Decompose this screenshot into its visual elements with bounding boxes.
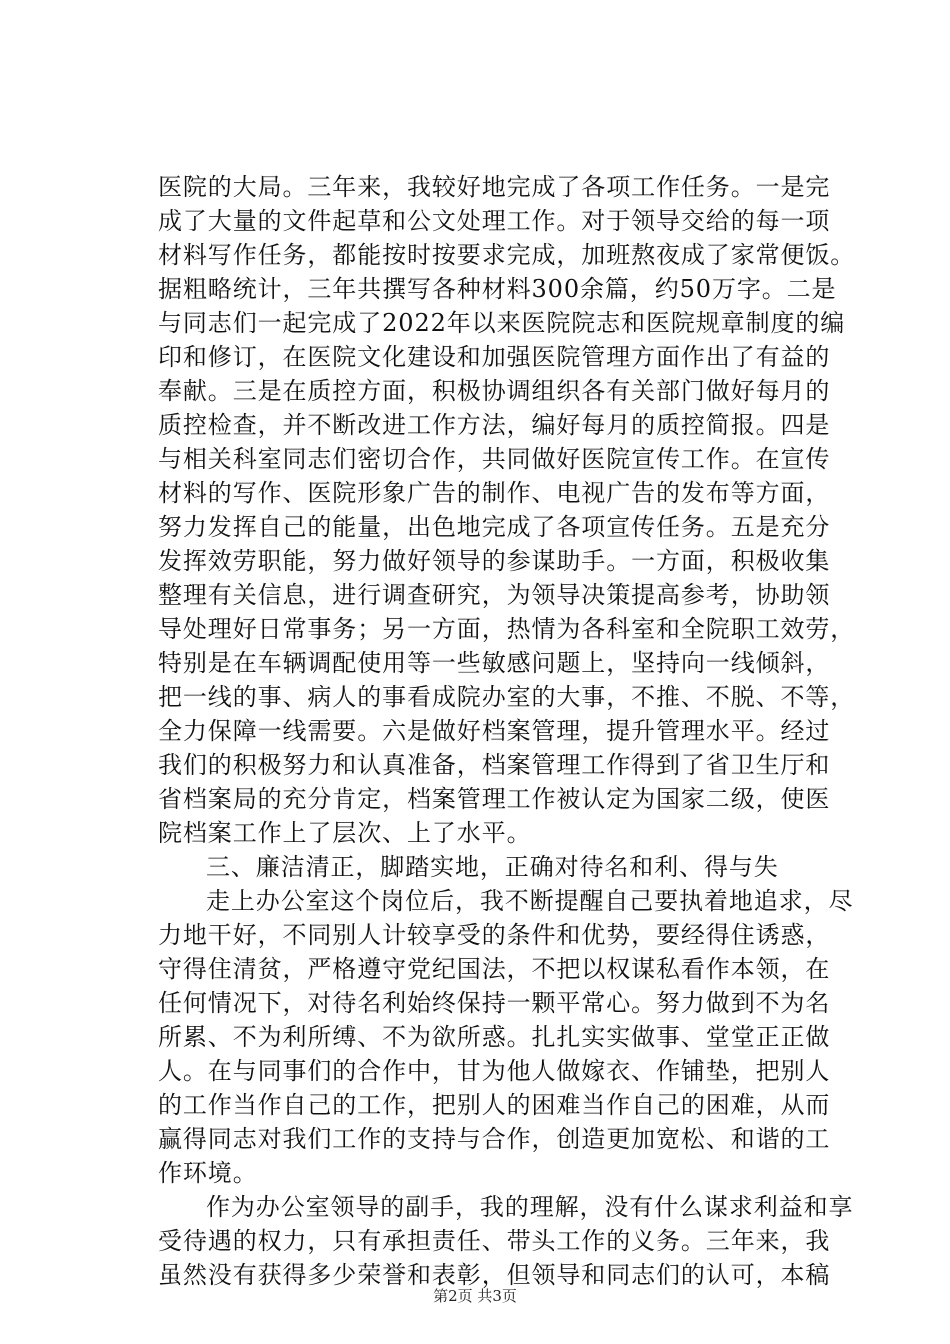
text-line: 所累、不为利所缚、不为欲所惑。扎扎实实做事、堂堂正正做 xyxy=(158,1023,831,1051)
text-line: 导处理好日常事务；另一方面，热情为各科室和全院职工效劳， xyxy=(158,615,856,643)
text-line: 的工作当作自己的工作，把别人的困难当作自己的困难，从而 xyxy=(158,1091,831,1119)
text-line: 发挥效劳职能，努力做好领导的参谋助手。一方面，积极收集 xyxy=(158,547,831,575)
text-line: 作环境。 xyxy=(158,1159,258,1187)
text-line: 特别是在车辆调配使用等一些敏感问题上，坚持向一线倾斜， xyxy=(158,649,831,677)
section-heading: 三、廉洁清正，脚踏实地，正确对待名和利、得与失 xyxy=(206,853,779,881)
text-line: 奉献。三是在质控方面，积极协调组织各有关部门做好每月的 xyxy=(158,377,831,405)
text-line: 受待遇的权力，只有承担责任、带头工作的义务。三年来，我 xyxy=(158,1227,831,1255)
text-line: 据粗略统计，三年共撰写各种材料300余篇，约50万字。二是 xyxy=(158,275,837,303)
page-number-footer: 第2页 共3页 xyxy=(433,1287,517,1305)
paragraph-first-line: 作为办公室领导的副手，我的理解，没有什么谋求利益和享 xyxy=(206,1193,854,1221)
text-line: 我们的积极努力和认真准备，档案管理工作得到了省卫生厅和 xyxy=(158,751,831,779)
text-line: 与同志们一起完成了2022年以来医院院志和医院规章制度的编 xyxy=(158,309,846,337)
text-line: 材料写作任务，都能按时按要求完成，加班熬夜成了家常便饭。 xyxy=(158,241,856,269)
text-line: 力地干好，不同别人计较享受的条件和优势，要经得住诱惑， xyxy=(158,921,831,949)
text-line: 成了大量的文件起草和公文处理工作。对于领导交给的每一项 xyxy=(158,207,831,235)
text-line: 守得住清贫，严格遵守党纪国法，不把以权谋私看作本领，在 xyxy=(158,955,831,983)
text-line: 整理有关信息，进行调查研究，为领导决策提高参考，协助领 xyxy=(158,581,831,609)
paragraph-first-line: 走上办公室这个岗位后，我不断提醒自己要执着地追求，尽 xyxy=(206,887,854,915)
text-line: 医院的大局。三年来，我较好地完成了各项工作任务。一是完 xyxy=(158,173,831,201)
text-line: 质控检查，并不断改进工作方法，编好每月的质控简报。四是 xyxy=(158,411,831,439)
text-line: 努力发挥自己的能量，出色地完成了各项宣传任务。五是充分 xyxy=(158,513,831,541)
text-line: 赢得同志对我们工作的支持与合作，创造更加宽松、和谐的工 xyxy=(158,1125,831,1153)
text-line: 把一线的事、病人的事看成院办室的大事，不推、不脱、不等， xyxy=(158,683,856,711)
text-line: 与相关科室同志们密切合作，共同做好医院宣传工作。在宣传 xyxy=(158,445,831,473)
text-line: 任何情况下，对待名利始终保持一颗平常心。努力做到不为名 xyxy=(158,989,831,1017)
text-line: 材料的写作、医院形象广告的制作、电视广告的发布等方面， xyxy=(158,479,831,507)
text-line: 人。在与同事们的合作中，甘为他人做嫁衣、作铺垫，把别人 xyxy=(158,1057,831,1085)
text-line: 虽然没有获得多少荣誉和表彰，但领导和同志们的认可，本稿 xyxy=(158,1261,831,1289)
text-line: 省档案局的充分肯定，档案管理工作被认定为国家二级，使医 xyxy=(158,785,831,813)
text-line: 院档案工作上了层次、上了水平。 xyxy=(158,819,532,847)
document-body xyxy=(158,170,856,1292)
text-line: 全力保障一线需要。六是做好档案管理，提升管理水平。经过 xyxy=(158,717,831,745)
text-line: 印和修订，在医院文化建设和加强医院管理方面作出了有益的 xyxy=(158,343,831,371)
